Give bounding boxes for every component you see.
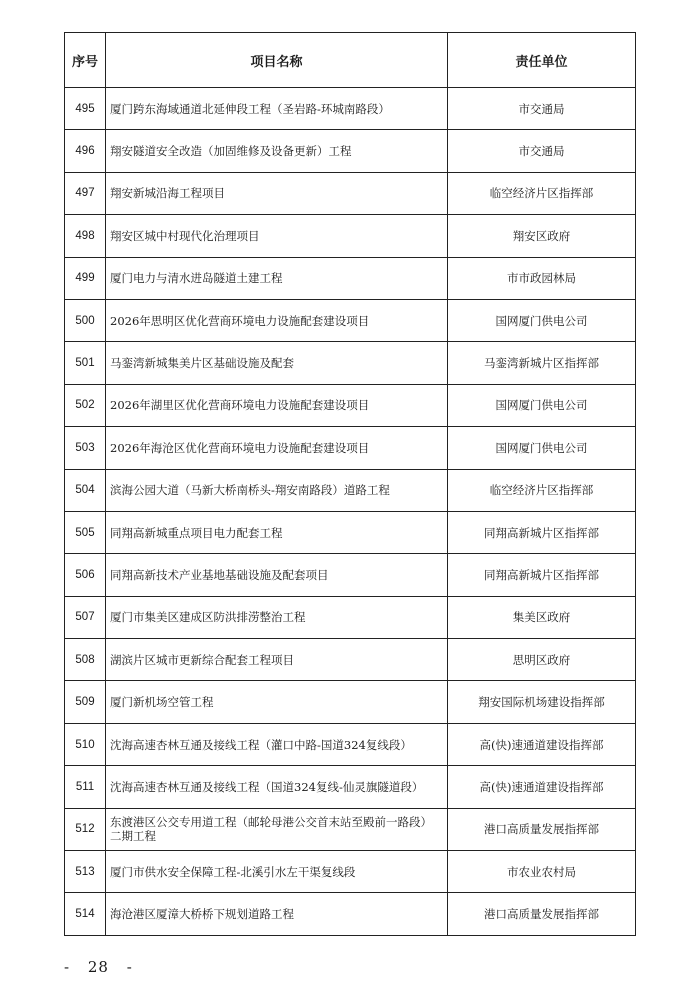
- table-row: [65, 851, 636, 893]
- serial-number-cell: 509: [65, 681, 106, 723]
- responsible-unit-cell: 同翔高新城片区指挥部: [448, 554, 636, 596]
- serial-number-cell: 500: [65, 299, 106, 341]
- table-row: [65, 257, 636, 299]
- responsible-unit-cell: 市交通局: [448, 130, 636, 172]
- responsible-unit-cell: 港口高质量发展指挥部: [448, 808, 636, 850]
- responsible-unit-cell: 市农业农村局: [448, 851, 636, 893]
- serial-number-cell: 513: [65, 851, 106, 893]
- project-name-cell: 沈海高速杏林互通及接线工程（国道324复线-仙灵旗隧道段）: [106, 766, 448, 808]
- serial-number-cell: 501: [65, 342, 106, 384]
- table-row: [65, 384, 636, 426]
- table-row: [65, 639, 636, 681]
- project-table: [64, 32, 636, 936]
- header-responsible-unit: 责任单位: [448, 33, 636, 88]
- table-row: [65, 766, 636, 808]
- responsible-unit-cell: 翔安国际机场建设指挥部: [448, 681, 636, 723]
- project-table-container: [64, 32, 635, 936]
- responsible-unit-cell: 思明区政府: [448, 639, 636, 681]
- table-row: [65, 596, 636, 638]
- responsible-unit-cell: 高(快)速通道建设指挥部: [448, 723, 636, 765]
- header-serial-number: 序号: [65, 33, 106, 88]
- project-name-cell: 同翔高新城重点项目电力配套工程: [106, 511, 448, 553]
- project-name-cell: 翔安新城沿海工程项目: [106, 172, 448, 214]
- table-row: [65, 893, 636, 935]
- responsible-unit-cell: 市交通局: [448, 88, 636, 130]
- serial-number-cell: 510: [65, 723, 106, 765]
- project-name-cell: 海沧港区厦漳大桥桥下规划道路工程: [106, 893, 448, 935]
- table-row: [65, 723, 636, 765]
- project-name-cell: 马銮湾新城集美片区基础设施及配套: [106, 342, 448, 384]
- table-row: [65, 342, 636, 384]
- project-name-cell: 同翔高新技术产业基地基础设施及配套项目: [106, 554, 448, 596]
- table-row: [65, 427, 636, 469]
- serial-number-cell: 502: [65, 384, 106, 426]
- table-row: [65, 554, 636, 596]
- serial-number-cell: 506: [65, 554, 106, 596]
- table-row: [65, 469, 636, 511]
- responsible-unit-cell: 国网厦门供电公司: [448, 299, 636, 341]
- project-name-cell: 沈海高速杏林互通及接线工程（灌口中路-国道324复线段）: [106, 723, 448, 765]
- table-row: [65, 511, 636, 553]
- serial-number-cell: 499: [65, 257, 106, 299]
- project-name-cell: 2026年湖里区优化营商环境电力设施配套建设项目: [106, 384, 448, 426]
- footer-dash-left: -: [64, 958, 71, 976]
- project-name-cell: 2026年思明区优化营商环境电力设施配套建设项目: [106, 299, 448, 341]
- responsible-unit-cell: 国网厦门供电公司: [448, 427, 636, 469]
- responsible-unit-cell: 集美区政府: [448, 596, 636, 638]
- table-row: [65, 299, 636, 341]
- serial-number-cell: 498: [65, 215, 106, 257]
- table-row: [65, 808, 636, 850]
- table-row: [65, 172, 636, 214]
- project-name-cell: 2026年海沧区优化营商环境电力设施配套建设项目: [106, 427, 448, 469]
- serial-number-cell: 507: [65, 596, 106, 638]
- table-header-row: [65, 33, 636, 88]
- responsible-unit-cell: 同翔高新城片区指挥部: [448, 511, 636, 553]
- project-name-cell: 厦门市供水安全保障工程-北溪引水左干渠复线段: [106, 851, 448, 893]
- table-row: [65, 215, 636, 257]
- project-name-cell: 厦门市集美区建成区防洪排涝整治工程: [106, 596, 448, 638]
- responsible-unit-cell: 临空经济片区指挥部: [448, 469, 636, 511]
- serial-number-cell: 504: [65, 469, 106, 511]
- project-name-cell: 湖滨片区城市更新综合配套工程项目: [106, 639, 448, 681]
- responsible-unit-cell: 国网厦门供电公司: [448, 384, 636, 426]
- header-project-name: 项目名称: [106, 33, 448, 88]
- project-name-cell: 厦门电力与清水进岛隧道土建工程: [106, 257, 448, 299]
- serial-number-cell: 505: [65, 511, 106, 553]
- responsible-unit-cell: 翔安区政府: [448, 215, 636, 257]
- responsible-unit-cell: 高(快)速通道建设指挥部: [448, 766, 636, 808]
- serial-number-cell: 496: [65, 130, 106, 172]
- responsible-unit-cell: 港口高质量发展指挥部: [448, 893, 636, 935]
- footer-dash-right: -: [126, 958, 133, 976]
- page-footer: [64, 958, 145, 976]
- serial-number-cell: 495: [65, 88, 106, 130]
- project-name-cell: 翔安隧道安全改造（加固维修及设备更新）工程: [106, 130, 448, 172]
- table-row: [65, 88, 636, 130]
- project-name-cell: 东渡港区公交专用道工程（邮轮母港公交首末站至殿前一路段）二期工程: [106, 808, 448, 850]
- responsible-unit-cell: 马銮湾新城片区指挥部: [448, 342, 636, 384]
- responsible-unit-cell: 市市政园林局: [448, 257, 636, 299]
- serial-number-cell: 503: [65, 427, 106, 469]
- serial-number-cell: 512: [65, 808, 106, 850]
- project-name-cell: 翔安区城中村现代化治理项目: [106, 215, 448, 257]
- project-name-cell: 厦门新机场空管工程: [106, 681, 448, 723]
- page-number: 28: [87, 958, 109, 976]
- table-row: [65, 681, 636, 723]
- serial-number-cell: 514: [65, 893, 106, 935]
- project-name-cell: 滨海公园大道（马新大桥南桥头-翔安南路段）道路工程: [106, 469, 448, 511]
- serial-number-cell: 508: [65, 639, 106, 681]
- serial-number-cell: 511: [65, 766, 106, 808]
- project-name-cell: 厦门跨东海域通道北延伸段工程（圣岩路-环城南路段）: [106, 88, 448, 130]
- responsible-unit-cell: 临空经济片区指挥部: [448, 172, 636, 214]
- serial-number-cell: 497: [65, 172, 106, 214]
- table-row: [65, 130, 636, 172]
